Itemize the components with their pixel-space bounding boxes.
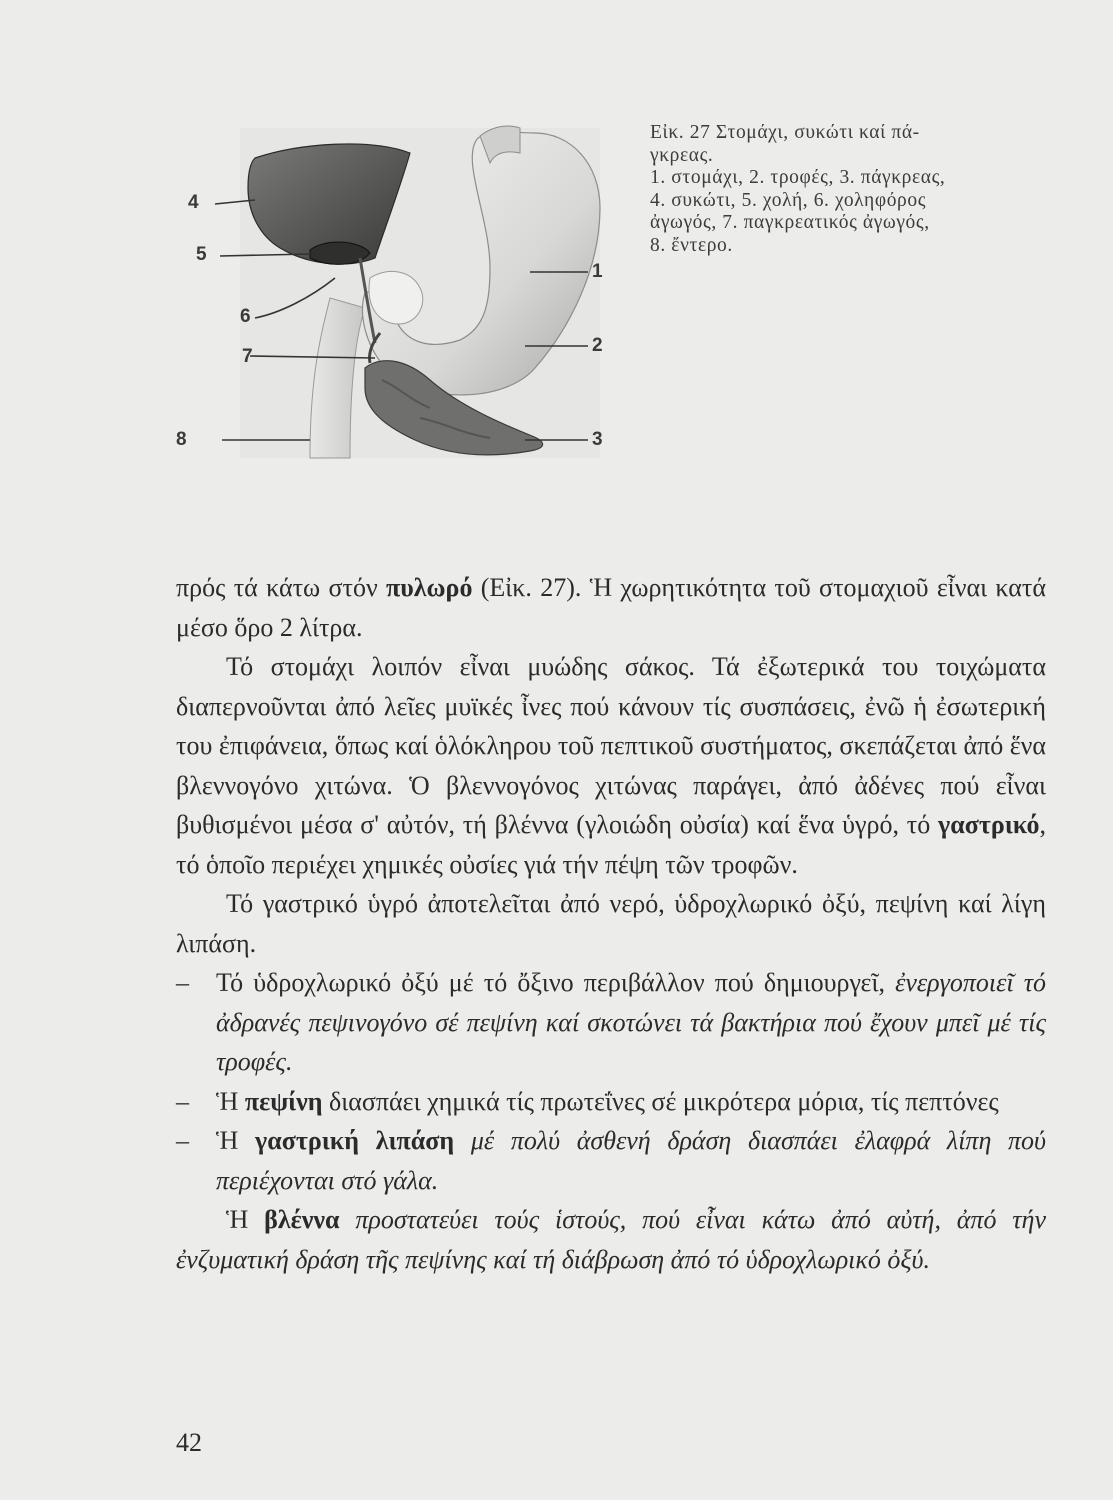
paragraph-stomach-structure (176, 647, 1046, 884)
paragraph-capacity (176, 568, 1046, 647)
text-italic: μέ πολύ ἀσθενή δράση διασπάει ἐλαφρά λίπη πού περιέχονται στό γάλα. (216, 1126, 1046, 1195)
text-span: (Εἰκ. 27). Ἡ χωρητικότητα τοῦ στομαχιοῦ εἶναι κατά μέσο ὅρο 2 λίτρα. (176, 573, 1046, 642)
text-span: , τό ὁποῖο περιέχει χημικές οὐσίες γιά τήν πέψη τῶν τροφῶν. (176, 810, 1046, 879)
text-span: Τό ὑδροχλωρικό ὀξύ μέ τό ὄξινο περιβάλλον πού δημιουργεῖ, (216, 968, 896, 997)
bullet-hydrochloric-acid (176, 963, 1046, 1082)
figure-label-1: 1 (592, 261, 603, 282)
term-gastric-lipase: γαστρική λιπάση (255, 1126, 455, 1155)
text-span: Ἡ (216, 1086, 245, 1116)
paragraph-mucus (176, 1200, 1046, 1279)
text-span: διασπάει χημικά τίς πρωτεΐνες σέ μικρότερα μόρια, τίς πεπτόνες (322, 1086, 999, 1116)
caption-title-line-2: γκρεας. (650, 144, 714, 166)
anatomy-figure (160, 118, 630, 478)
text-italic: προστατεύει τούς ἱστούς, πού εἶναι κάτω ἀπό αὐτή, ἀπό τήν ἐνζυματική δράση τῆς πεψίνης καί τή διάβρωση ἀπό τό ὑδροχλωρικό ὀξύ. (176, 1205, 1047, 1274)
text-span: Ἡ (226, 1205, 265, 1234)
text-span: πρός τά κάτω στόν (176, 573, 387, 602)
bullet-gastric-lipase (176, 1121, 1046, 1200)
caption-items-line-1: 1. στομάχι, 2. τροφές, 3. πάγκρεας, (650, 167, 946, 189)
caption-title-line-1: Εἰκ. 27 Στομάχι, συκώτι καί πά- (650, 122, 920, 143)
term-pepsin: πεψίνη (244, 1086, 323, 1116)
figure-label-2: 2 (592, 335, 603, 356)
figure-label-6: 6 (240, 306, 251, 327)
text-span: Τό στομάχι λοιπόν εἶναι μυώδης σάκος. Τά ἐξωτερικά του τοιχώματα διαπερνοῦνται ἀπό λεῖες μυϊκές ἶνες πού κάνουν τίς συσπάσεις, ἐνῶ ἡ ἐσωτερική του ἐπιφάνεια, ὅπως καί ὁλόκληρου τοῦ πεπτικοῦ συστήματος, σκεπάζεται ἀπό ἕνα βλεννογόνο χιτώνα. Ὁ βλεννογόνος χιτώνας παράγει, ἀπό ἀδένες πού εἶναι βυθισμένοι μέσα σ' αὐτόν, τή βλέννα (γλοιώδη οὐσία) καί ἕνα ὑγρό, τό (176, 652, 1047, 839)
bullet-pepsin (176, 1082, 1046, 1122)
paragraph-gastric-juice: Τό γαστρικό ὑγρό ἀποτελεῖται ἀπό νερό, ὑδροχλωρικό ὀξύ, πεψίνη καί λίγη λιπάση. (176, 889, 1046, 958)
figure-label-8: 8 (176, 429, 187, 450)
body-text (176, 568, 1046, 1279)
term-mucus: βλέννα (264, 1205, 340, 1234)
term-gastric: γαστρικό (938, 810, 1040, 839)
figure-label-5: 5 (196, 244, 207, 265)
caption-items-line-2: 4. συκώτι, 5. χολή, 6. χοληφόρος (650, 189, 927, 211)
bullet-dash: – (176, 1086, 189, 1116)
term-pylorus: πυλωρό (386, 573, 473, 602)
page-number: 42 (176, 1428, 202, 1457)
caption-items-line-3: ἀγωγός, 7. παγκρεατικός ἀγωγός, (650, 212, 930, 234)
figure-label-7: 7 (242, 346, 253, 367)
text-span: Ἡ (216, 1126, 256, 1155)
caption-items-line-4: 8. ἔντερο. (650, 234, 733, 256)
figure-label-4: 4 (188, 192, 199, 213)
text-italic: ἐνεργοποιεῖ τό ἀδρανές πεψινογόνο σέ πεψίνη καί σκοτώνει τά βακτήρια πού ἔχουν μπεῖ μέ τίς τροφές. (216, 968, 1047, 1076)
bullet-dash: – (176, 968, 189, 997)
figure-label-3: 3 (592, 429, 603, 450)
figure-caption (650, 122, 1040, 258)
bullet-dash: – (176, 1126, 189, 1155)
stomach-liver-pancreas-illustration (160, 118, 630, 478)
